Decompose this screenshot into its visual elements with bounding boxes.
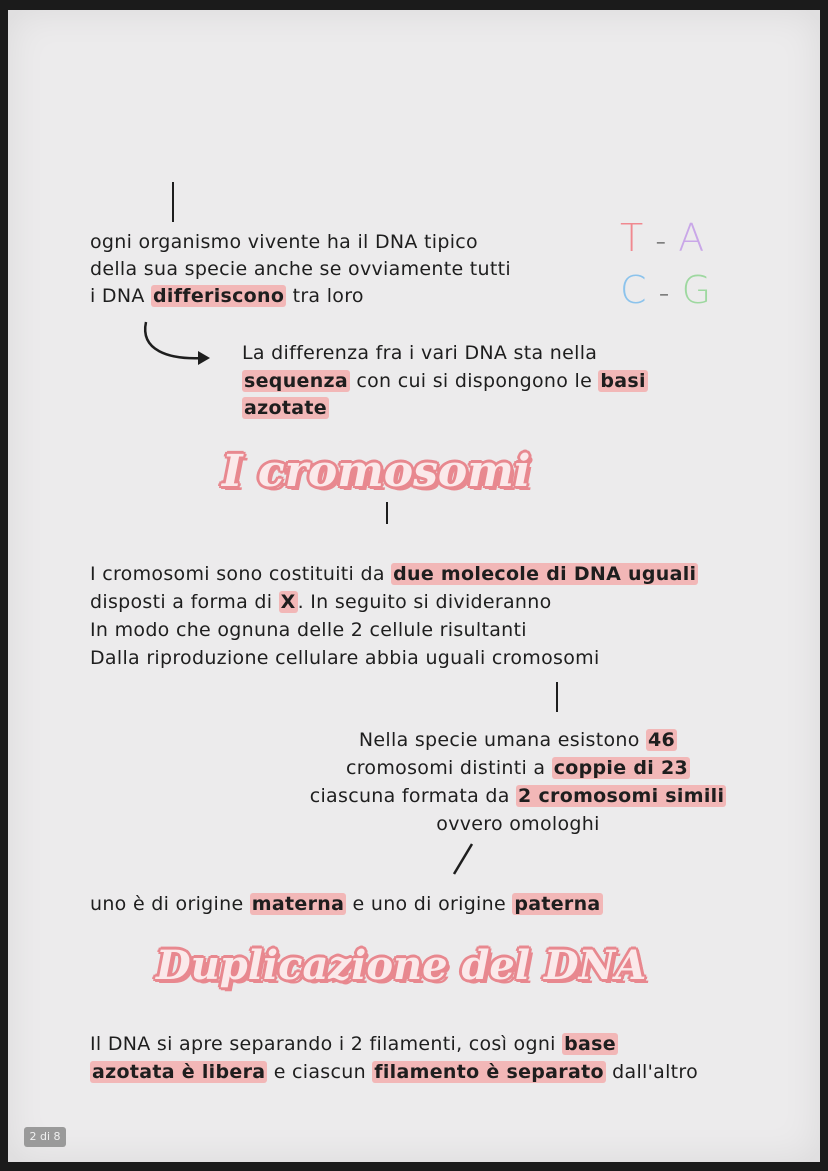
highlight: sequenza — [244, 370, 349, 392]
highlight: paterna — [514, 893, 601, 915]
section-title: I cromosomi — [222, 446, 531, 497]
text-line — [278, 782, 758, 810]
base-letter: T — [620, 216, 644, 260]
text-fragment: e uno di origine — [346, 893, 513, 915]
centered-block — [278, 726, 758, 838]
text-fragment: i DNA — [90, 285, 151, 307]
highlight: materna — [251, 893, 345, 915]
highlight: coppie di 23 — [553, 757, 689, 779]
highlight: 46 — [648, 729, 676, 751]
text-line: Dalla riproduzione cellulare abbia uguali cromosomi — [90, 647, 600, 669]
section-title: Duplicazione del DNA — [156, 942, 647, 989]
text-line — [90, 1058, 698, 1086]
text-line: In modo che ognuna delle 2 cellule risultanti — [90, 619, 527, 641]
text-line: ovvero omologhi — [436, 813, 600, 835]
text-line — [242, 367, 648, 395]
text-line — [278, 754, 758, 782]
highlight: basi — [600, 370, 646, 392]
text-fragment: e ciascun — [267, 1061, 373, 1083]
page-indicator: 2 di 8 — [24, 1127, 66, 1147]
text-fragment: uno è di origine — [90, 893, 250, 915]
base-letter: A — [678, 216, 705, 260]
text-line: ogni organismo vivente ha il DNA tipico — [90, 231, 478, 253]
base-letter: G — [681, 268, 712, 312]
connector-line — [386, 502, 388, 524]
highlight: azotata è libera — [92, 1061, 266, 1083]
connector-line — [448, 842, 478, 876]
text-line — [278, 726, 758, 754]
highlight: azotate — [244, 397, 327, 419]
text-fragment: . In seguito si divideranno — [297, 591, 552, 613]
text-fragment: ciascuna formata da — [309, 785, 517, 807]
curved-arrow-icon — [138, 320, 218, 370]
dash-symbol: - — [658, 276, 670, 311]
text-fragment: con cui si dispongono le — [350, 370, 599, 392]
text-fragment: disposti a forma di — [90, 591, 279, 613]
text-fragment: dall'altro — [605, 1061, 699, 1083]
text-fragment: I cromosomi sono costituiti da — [90, 563, 392, 585]
text-fragment: cromosomi distinti a — [345, 757, 552, 779]
connector-line — [556, 682, 558, 712]
highlight: 2 cromosomi simili — [518, 785, 725, 807]
base-pair-bottom — [620, 268, 711, 312]
base-pair-top — [620, 216, 704, 260]
text-fragment: Nella specie umana esistono — [358, 729, 647, 751]
connector-line — [172, 182, 174, 222]
text-line — [90, 1030, 618, 1058]
highlight: filamento è separato — [374, 1061, 604, 1083]
text-line — [90, 890, 603, 918]
text-line — [90, 282, 364, 310]
text-line — [90, 560, 698, 588]
highlight: differiscono — [153, 285, 285, 307]
highlight: due molecole di DNA uguali — [393, 563, 697, 585]
text-fragment: Il DNA si apre separando i 2 filamenti, così ogni — [90, 1033, 563, 1055]
notes-page — [8, 10, 820, 1162]
text-line — [90, 588, 552, 616]
text-line: La differenza fra i vari DNA sta nella — [242, 342, 598, 364]
dash-symbol: - — [655, 224, 667, 259]
highlight: X — [280, 591, 296, 613]
highlight: base — [564, 1033, 616, 1055]
text-fragment: tra loro — [286, 285, 364, 307]
text-line: della sua specie anche se ovviamente tutti — [90, 258, 511, 280]
text-line — [242, 394, 329, 422]
base-letter: C — [620, 268, 647, 312]
